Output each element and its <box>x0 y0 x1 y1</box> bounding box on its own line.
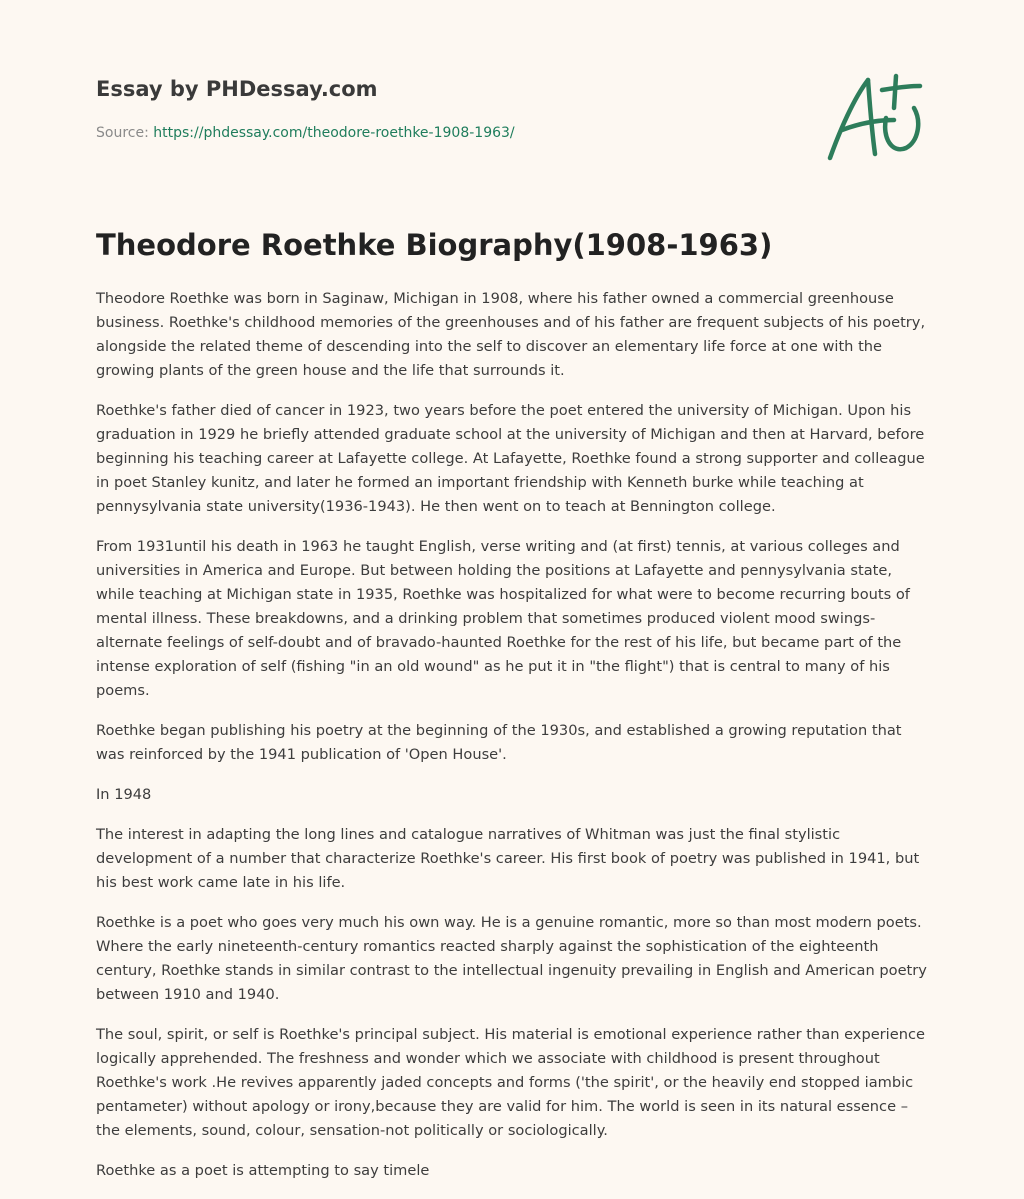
article-paragraph: Theodore Roethke was born in Saginaw, Michigan in 1908, where his father owned a commercial greenhouse business. Roethke's childhood memories of the greenhouses and of his father are frequent subjects of his poetry, alongside the related theme of descending into the self to discover an elementary life force at one with the growing plants of the green house and the life that surrounds it. <box>96 290 926 379</box>
article-paragraph: Roethke is a poet who goes very much his own way. He is a genuine romantic, more so than most modern poets. Where the early nineteenth-century romantics reacted sharply against the sophistication of the eighteenth century, Roethke stands in similar contrast to the intellectual ingenuity prevailing in English and American poetry between 1910 and 1940. <box>96 914 927 1003</box>
article <box>96 226 930 1199</box>
a-plus-logo-icon <box>824 68 928 164</box>
article-paragraph: From 1931until his death in 1963 he taught English, verse writing and (at first) tennis, at various colleges and universities in America and Europe. But between holding the positions at Lafayette and pennysylvania state, while teaching at Michigan state in 1935, Roethke was hospitalized for what were to become recurring bouts of mental illness. These breakdowns, and a drinking problem that sometimes produced violent mood swings-alternate feelings of self-doubt and of bravado-haunted Roethke for the rest of his life, but became part of the intense exploration of self (fishing "in an old wound" as he put it in "the flight") that is central to many of his poems. <box>96 538 910 699</box>
article-paragraph: In 1948 <box>96 786 152 803</box>
article-paragraph: Roethke's father died of cancer in 1923, two years before the poet entered the university of Michigan. Upon his graduation in 1929 he briefly attended graduate school at the university of Michigan and then at Harvard, before beginning his teaching career at Lafayette college. At Lafayette, Roethke found a strong supporter and colleague in poet Stanley kunitz, and later he formed an important friendship with Kenneth burke while teaching at pennysylvania state university(1936-1943). He then went on to teach at Bennington college. <box>96 402 925 515</box>
article-paragraph: The interest in adapting the long lines and catalogue narratives of Whitman was just the final stylistic development of a number that characterize Roethke's career. His first book of poetry was published in 1941, but his best work came late in his life. <box>96 826 920 891</box>
article-paragraph: Roethke began publishing his poetry at the beginning of the 1930s, and established a growing reputation that was reinforced by the 1941 publication of 'Open House'. <box>96 722 902 763</box>
source-label: Source: <box>96 125 154 141</box>
article-paragraph: The soul, spirit, or self is Roethke's principal subject. His material is emotional experience rather than experience logically apprehended. The freshness and wonder which we associate with childhood is present throughout Roethke's work .He revives apparently jaded concepts and forms ('the spirit', or the heavily end stopped iambic pentameter) without apology or irony,because they are valid for him. The world is seen in its natural essence –the elements, sound, colour, sensation-not politically or sociologically. <box>96 1026 925 1139</box>
source-link[interactable]: https://phdessay.com/theodore-roethke-1908-1963/ <box>153 125 515 141</box>
page-header <box>96 0 928 200</box>
source-line <box>96 125 515 141</box>
article-title: Theodore Roethke Biography(1908-1963) <box>96 228 773 262</box>
article-paragraph: Roethke as a poet is attempting to say timele <box>96 1162 430 1179</box>
site-brand: Essay by PHDessay.com <box>96 77 378 101</box>
